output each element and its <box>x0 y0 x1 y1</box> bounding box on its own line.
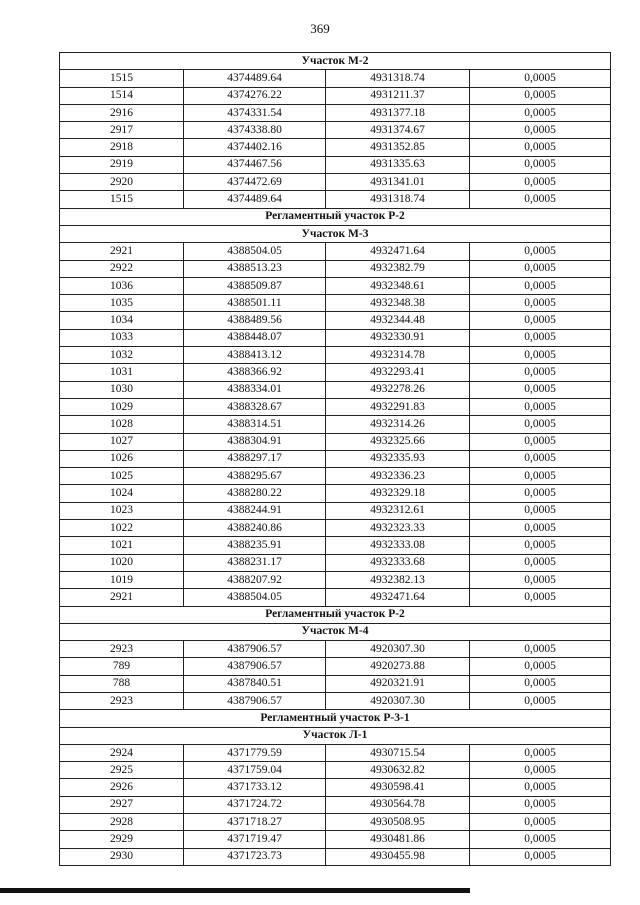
x-coordinate-cell: 4371723.73 <box>184 848 326 865</box>
x-coordinate-cell: 4388366.92 <box>184 364 326 381</box>
point-number-cell: 1024 <box>60 485 184 502</box>
coordinate-row <box>60 329 611 346</box>
section-header: Участок М-2 <box>60 53 611 70</box>
point-number-cell: 1020 <box>60 554 184 571</box>
coordinate-row <box>60 641 611 658</box>
y-coordinate-cell: 4932333.68 <box>326 554 470 571</box>
coordinate-row <box>60 104 611 121</box>
x-coordinate-cell: 4371719.47 <box>184 831 326 848</box>
precision-cell: 0,0005 <box>470 364 611 381</box>
precision-cell: 0,0005 <box>470 468 611 485</box>
precision-cell: 0,0005 <box>470 831 611 848</box>
section-header-row <box>60 623 611 640</box>
y-coordinate-cell: 4932330.91 <box>326 329 470 346</box>
y-coordinate-cell: 4932382.79 <box>326 260 470 277</box>
coordinate-row <box>60 277 611 294</box>
x-coordinate-cell: 4371724.72 <box>184 796 326 813</box>
point-number-cell: 1023 <box>60 502 184 519</box>
point-number-cell: 1032 <box>60 347 184 364</box>
coordinate-row <box>60 520 611 537</box>
coordinate-row <box>60 243 611 260</box>
point-number-cell: 788 <box>60 675 184 692</box>
y-coordinate-cell: 4920307.30 <box>326 641 470 658</box>
y-coordinate-cell: 4931318.74 <box>326 70 470 87</box>
point-number-cell: 1021 <box>60 537 184 554</box>
coordinates-table <box>59 52 611 866</box>
point-number-cell: 2916 <box>60 104 184 121</box>
coordinate-row <box>60 762 611 779</box>
precision-cell: 0,0005 <box>470 312 611 329</box>
section-header: Участок М-3 <box>60 225 611 242</box>
coordinate-row <box>60 744 611 761</box>
coordinate-row <box>60 814 611 831</box>
x-coordinate-cell: 4388334.01 <box>184 381 326 398</box>
section-header-row <box>60 606 611 623</box>
y-coordinate-cell: 4932382.13 <box>326 571 470 588</box>
y-coordinate-cell: 4932291.83 <box>326 398 470 415</box>
coordinate-row <box>60 312 611 329</box>
x-coordinate-cell: 4388295.67 <box>184 468 326 485</box>
point-number-cell: 2928 <box>60 814 184 831</box>
precision-cell: 0,0005 <box>470 174 611 191</box>
coordinate-row <box>60 554 611 571</box>
coordinate-row <box>60 831 611 848</box>
point-number-cell: 2918 <box>60 139 184 156</box>
x-coordinate-cell: 4388280.22 <box>184 485 326 502</box>
precision-cell: 0,0005 <box>470 779 611 796</box>
precision-cell: 0,0005 <box>470 675 611 692</box>
coordinate-row <box>60 589 611 606</box>
point-number-cell: 2921 <box>60 589 184 606</box>
point-number-cell: 1515 <box>60 70 184 87</box>
y-coordinate-cell: 4932278.26 <box>326 381 470 398</box>
y-coordinate-cell: 4932314.78 <box>326 347 470 364</box>
y-coordinate-cell: 4930508.95 <box>326 814 470 831</box>
precision-cell: 0,0005 <box>470 416 611 433</box>
precision-cell: 0,0005 <box>470 658 611 675</box>
precision-cell: 0,0005 <box>470 104 611 121</box>
x-coordinate-cell: 4371733.12 <box>184 779 326 796</box>
point-number-cell: 1030 <box>60 381 184 398</box>
y-coordinate-cell: 4931377.18 <box>326 104 470 121</box>
x-coordinate-cell: 4388297.17 <box>184 450 326 467</box>
y-coordinate-cell: 4920273.88 <box>326 658 470 675</box>
precision-cell: 0,0005 <box>470 398 611 415</box>
y-coordinate-cell: 4932344.48 <box>326 312 470 329</box>
point-number-cell: 789 <box>60 658 184 675</box>
point-number-cell: 1033 <box>60 329 184 346</box>
point-number-cell: 1035 <box>60 295 184 312</box>
precision-cell: 0,0005 <box>470 381 611 398</box>
x-coordinate-cell: 4371718.27 <box>184 814 326 831</box>
x-coordinate-cell: 4388513.23 <box>184 260 326 277</box>
x-coordinate-cell: 4374472.69 <box>184 174 326 191</box>
y-coordinate-cell: 4931318.74 <box>326 191 470 208</box>
coordinate-row <box>60 87 611 104</box>
coordinate-row <box>60 122 611 139</box>
section-header: Участок Л-1 <box>60 727 611 744</box>
precision-cell: 0,0005 <box>470 122 611 139</box>
y-coordinate-cell: 4932329.18 <box>326 485 470 502</box>
point-number-cell: 2920 <box>60 174 184 191</box>
y-coordinate-cell: 4920307.30 <box>326 692 470 709</box>
x-coordinate-cell: 4387840.51 <box>184 675 326 692</box>
coordinates-table-body <box>60 53 611 866</box>
section-header-row <box>60 710 611 727</box>
point-number-cell: 1031 <box>60 364 184 381</box>
coordinate-row <box>60 537 611 554</box>
precision-cell: 0,0005 <box>470 762 611 779</box>
x-coordinate-cell: 4388509.87 <box>184 277 326 294</box>
point-number-cell: 2922 <box>60 260 184 277</box>
precision-cell: 0,0005 <box>470 502 611 519</box>
y-coordinate-cell: 4932312.61 <box>326 502 470 519</box>
y-coordinate-cell: 4931211.37 <box>326 87 470 104</box>
point-number-cell: 2921 <box>60 243 184 260</box>
section-header-row <box>60 53 611 70</box>
coordinate-row <box>60 502 611 519</box>
point-number-cell: 1028 <box>60 416 184 433</box>
y-coordinate-cell: 4932471.64 <box>326 589 470 606</box>
precision-cell: 0,0005 <box>470 589 611 606</box>
point-number-cell: 1025 <box>60 468 184 485</box>
y-coordinate-cell: 4932325.66 <box>326 433 470 450</box>
coordinate-row <box>60 347 611 364</box>
x-coordinate-cell: 4388240.86 <box>184 520 326 537</box>
x-coordinate-cell: 4388504.05 <box>184 243 326 260</box>
y-coordinate-cell: 4932293.41 <box>326 364 470 381</box>
page-number: 369 <box>310 21 330 36</box>
precision-cell: 0,0005 <box>470 329 611 346</box>
x-coordinate-cell: 4388328.67 <box>184 398 326 415</box>
coordinate-row <box>60 174 611 191</box>
coordinate-row <box>60 156 611 173</box>
section-header: Регламентный участок Р-3-1 <box>60 710 611 727</box>
coordinate-row <box>60 485 611 502</box>
x-coordinate-cell: 4388314.51 <box>184 416 326 433</box>
precision-cell: 0,0005 <box>470 139 611 156</box>
point-number-cell: 2924 <box>60 744 184 761</box>
x-coordinate-cell: 4374467.56 <box>184 156 326 173</box>
coordinate-row <box>60 70 611 87</box>
coordinate-row <box>60 295 611 312</box>
precision-cell: 0,0005 <box>470 243 611 260</box>
precision-cell: 0,0005 <box>470 796 611 813</box>
y-coordinate-cell: 4932336.23 <box>326 468 470 485</box>
y-coordinate-cell: 4930715.54 <box>326 744 470 761</box>
coordinate-row <box>60 398 611 415</box>
x-coordinate-cell: 4371779.59 <box>184 744 326 761</box>
precision-cell: 0,0005 <box>470 537 611 554</box>
point-number-cell: 2917 <box>60 122 184 139</box>
section-header: Участок М-4 <box>60 623 611 640</box>
coordinate-row <box>60 260 611 277</box>
coordinate-row <box>60 571 611 588</box>
precision-cell: 0,0005 <box>470 156 611 173</box>
precision-cell: 0,0005 <box>470 277 611 294</box>
precision-cell: 0,0005 <box>470 571 611 588</box>
y-coordinate-cell: 4932333.08 <box>326 537 470 554</box>
precision-cell: 0,0005 <box>470 692 611 709</box>
coordinate-row <box>60 692 611 709</box>
x-coordinate-cell: 4388504.05 <box>184 589 326 606</box>
precision-cell: 0,0005 <box>470 295 611 312</box>
precision-cell: 0,0005 <box>470 450 611 467</box>
point-number-cell: 1029 <box>60 398 184 415</box>
x-coordinate-cell: 4388304.91 <box>184 433 326 450</box>
y-coordinate-cell: 4932348.38 <box>326 295 470 312</box>
precision-cell: 0,0005 <box>470 554 611 571</box>
point-number-cell: 2923 <box>60 692 184 709</box>
precision-cell: 0,0005 <box>470 433 611 450</box>
x-coordinate-cell: 4388413.12 <box>184 347 326 364</box>
point-number-cell: 1514 <box>60 87 184 104</box>
precision-cell: 0,0005 <box>470 848 611 865</box>
point-number-cell: 2929 <box>60 831 184 848</box>
y-coordinate-cell: 4930481.86 <box>326 831 470 848</box>
y-coordinate-cell: 4931374.67 <box>326 122 470 139</box>
point-number-cell: 1515 <box>60 191 184 208</box>
coordinate-row <box>60 675 611 692</box>
coordinate-row <box>60 468 611 485</box>
point-number-cell: 1027 <box>60 433 184 450</box>
coordinate-row <box>60 658 611 675</box>
precision-cell: 0,0005 <box>470 814 611 831</box>
y-coordinate-cell: 4932348.61 <box>326 277 470 294</box>
x-coordinate-cell: 4388448.07 <box>184 329 326 346</box>
coordinate-row <box>60 381 611 398</box>
precision-cell: 0,0005 <box>470 744 611 761</box>
x-coordinate-cell: 4388501.11 <box>184 295 326 312</box>
point-number-cell: 2926 <box>60 779 184 796</box>
coordinate-row <box>60 191 611 208</box>
precision-cell: 0,0005 <box>470 260 611 277</box>
point-number-cell: 1026 <box>60 450 184 467</box>
section-header-row <box>60 208 611 225</box>
coordinate-row <box>60 364 611 381</box>
point-number-cell: 1019 <box>60 571 184 588</box>
coordinate-row <box>60 848 611 865</box>
x-coordinate-cell: 4388207.92 <box>184 571 326 588</box>
coordinate-row <box>60 779 611 796</box>
x-coordinate-cell: 4374331.54 <box>184 104 326 121</box>
y-coordinate-cell: 4930455.98 <box>326 848 470 865</box>
point-number-cell: 1022 <box>60 520 184 537</box>
coordinate-row <box>60 433 611 450</box>
precision-cell: 0,0005 <box>470 191 611 208</box>
precision-cell: 0,0005 <box>470 641 611 658</box>
x-coordinate-cell: 4374276.22 <box>184 87 326 104</box>
y-coordinate-cell: 4931335.63 <box>326 156 470 173</box>
x-coordinate-cell: 4387906.57 <box>184 692 326 709</box>
y-coordinate-cell: 4932471.64 <box>326 243 470 260</box>
point-number-cell: 1034 <box>60 312 184 329</box>
y-coordinate-cell: 4930564.78 <box>326 796 470 813</box>
x-coordinate-cell: 4374402.16 <box>184 139 326 156</box>
precision-cell: 0,0005 <box>470 347 611 364</box>
x-coordinate-cell: 4387906.57 <box>184 641 326 658</box>
point-number-cell: 2927 <box>60 796 184 813</box>
coordinate-row <box>60 450 611 467</box>
x-coordinate-cell: 4374489.64 <box>184 191 326 208</box>
y-coordinate-cell: 4932314.26 <box>326 416 470 433</box>
coordinate-row <box>60 796 611 813</box>
section-header-row <box>60 727 611 744</box>
x-coordinate-cell: 4371759.04 <box>184 762 326 779</box>
x-coordinate-cell: 4387906.57 <box>184 658 326 675</box>
precision-cell: 0,0005 <box>470 485 611 502</box>
x-coordinate-cell: 4374338.80 <box>184 122 326 139</box>
coordinate-row <box>60 139 611 156</box>
y-coordinate-cell: 4932335.93 <box>326 450 470 467</box>
precision-cell: 0,0005 <box>470 70 611 87</box>
point-number-cell: 2930 <box>60 848 184 865</box>
section-header-row <box>60 225 611 242</box>
y-coordinate-cell: 4930598.41 <box>326 779 470 796</box>
scan-edge-bar <box>0 888 470 893</box>
x-coordinate-cell: 4388235.91 <box>184 537 326 554</box>
x-coordinate-cell: 4388244.91 <box>184 502 326 519</box>
section-header: Регламентный участок Р-2 <box>60 208 611 225</box>
x-coordinate-cell: 4388489.56 <box>184 312 326 329</box>
precision-cell: 0,0005 <box>470 520 611 537</box>
y-coordinate-cell: 4931352.85 <box>326 139 470 156</box>
y-coordinate-cell: 4930632.82 <box>326 762 470 779</box>
point-number-cell: 1036 <box>60 277 184 294</box>
x-coordinate-cell: 4374489.64 <box>184 70 326 87</box>
precision-cell: 0,0005 <box>470 87 611 104</box>
section-header: Регламентный участок Р-2 <box>60 606 611 623</box>
y-coordinate-cell: 4931341.01 <box>326 174 470 191</box>
coordinate-row <box>60 416 611 433</box>
y-coordinate-cell: 4920321.91 <box>326 675 470 692</box>
point-number-cell: 2925 <box>60 762 184 779</box>
y-coordinate-cell: 4932323.33 <box>326 520 470 537</box>
x-coordinate-cell: 4388231.17 <box>184 554 326 571</box>
point-number-cell: 2923 <box>60 641 184 658</box>
point-number-cell: 2919 <box>60 156 184 173</box>
